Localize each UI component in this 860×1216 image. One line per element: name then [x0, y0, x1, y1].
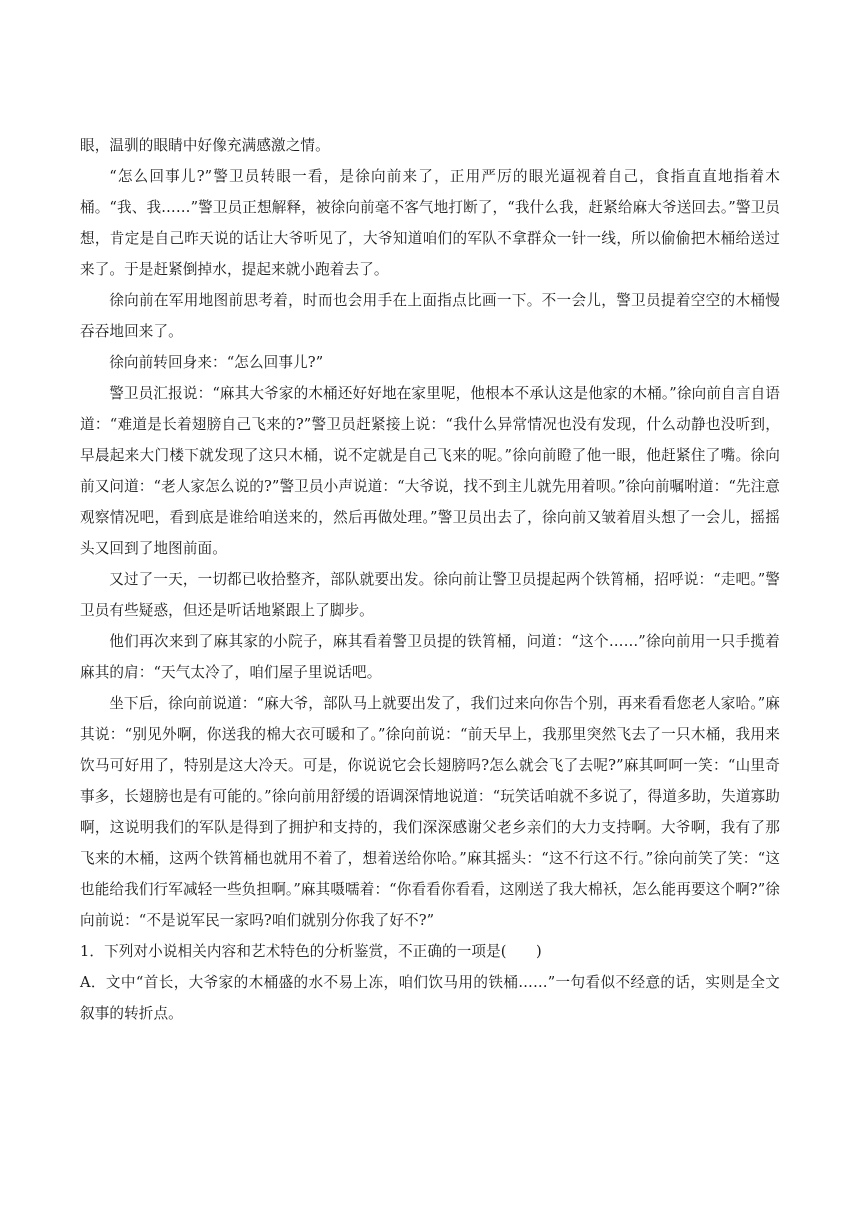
paragraph-departure: 又过了一天，一切都已收拾整齐，部队就要出发。徐向前让警卫员提起两个铁筲桶，招呼说：“走吧。”警卫员有些疑惑，但还是听话地紧跟上了脚步。 — [80, 571, 780, 619]
paragraph-map-thinking: 徐向前在军用地图前思考着，时而也会用手在上面指点比画一下。不一会儿，警卫员提着空空的木桶慢吞吞地回来了。 — [80, 292, 780, 340]
paragraph-conversation: 坐下后，徐向前说道：“麻大爷，部队马上就要出发了，我们过来向你告个别，再来看看您老人家哈。”麻其说：“别见外啊，你送我的棉大衣可暖和了。”徐向前说：“前天早上，我那里突然飞去了一只木桶，我用来饮马可好用了，特别是这大冷天。可是，你说说它会长翅膀吗?怎么就会飞了去呢?”麻其呵呵一笑：“山里奇事多，长翅膀也是有可能的。”徐向前用舒缓的语调深情地说道：“玩笑话咱就不多说了，得道多助，失道寡助啊，这说明我们的军队是得到了拥护和支持的，我们深深感谢父老乡亲们的大力支持啊。大爷啊，我有了那飞来的木桶，这两个铁筲桶也就用不着了，想着送给你哈。”麻其摇头：“这不行这不行。”徐向前笑了笑：“这也能给我们行军减轻一些负担啊。”麻其嗫嚅着：“你看看你看看，这刚送了我大棉袄，怎么能再要这个啊?”徐向前说：“不是说军民一家吗?咱们就别分你我了好不?” — [80, 695, 780, 929]
paragraph-visit-maqi: 他们再次来到了麻其家的小院子，麻其看着警卫员提的铁筲桶，问道：“这个……”徐向前用一只手揽着麻其的肩：“天气太冷了，咱们屋子里说话吧。 — [80, 633, 780, 681]
paragraph-continuation: 眼，温驯的眼睛中好像充满感激之情。 — [80, 137, 330, 154]
question-1-option-a: A．文中“首长，大爷家的木桶盛的水不易上冻，咱们饮马用的铁桶……”一句看似不经意的话，实则是全文叙事的转折点。 — [80, 974, 780, 1022]
document-body — [80, 130, 780, 1029]
paragraph-turn-around: 徐向前转回身来：“怎么回事儿?” — [109, 354, 324, 371]
question-1-stem: 1．下列对小说相关内容和艺术特色的分析鉴赏，不正确的一项是( ) — [80, 943, 542, 960]
paragraph-guard-report: 警卫员汇报说：“麻其大爷家的木桶还好好地在家里呢，他根本不承认这是他家的木桶。”徐向前自言自语道：“难道是长着翅膀自己飞来的?”警卫员赶紧接上说：“我什么异常情况也没有发现，什么动静也没听到，早晨起来大门楼下就发现了这只木桶，说不定就是自己飞来的呢。”徐向前瞪了他一眼，他赶紧住了嘴。徐向前又问道：“老人家怎么说的?”警卫员小声说道：“大爷说，找不到主儿就先用着呗。”徐向前嘱咐道：“先注意观察情况吧，看到底是谁给咱送来的，然后再做处理。”警卫员出去了，徐向前又皱着眉头想了一会儿，摇摇头又回到了地图前面。 — [80, 385, 780, 557]
paragraph-guard-bucket: “怎么回事儿?”警卫员转眼一看，是徐向前来了，正用严厉的眼光逼视着自己，食指直直地指着木桶。“我、我……”警卫员正想解释，被徐向前毫不客气地打断了，“我什么我，赶紧给麻大爷送回去。”警卫员想，肯定是自己昨天说的话让大爷听见了，大爷知道咱们的军队不拿群众一针一线，所以偷偷把木桶给送过来了。于是赶紧倒掉水，提起来就小跑着去了。 — [80, 168, 780, 278]
